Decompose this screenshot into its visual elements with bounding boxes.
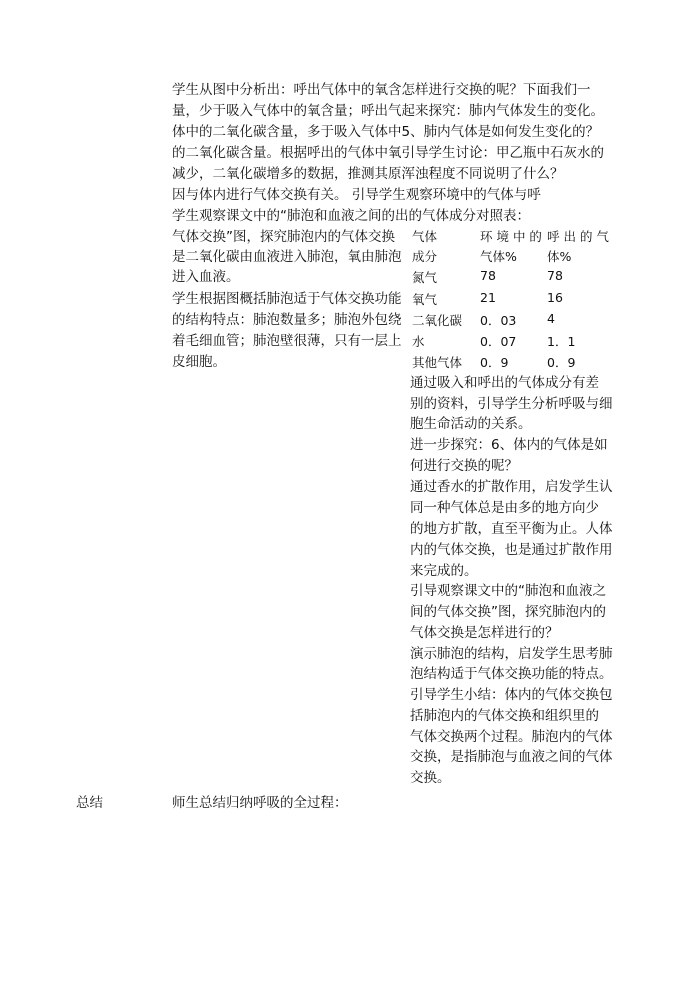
text-line: 皮细胞。 bbox=[172, 354, 226, 370]
summary-label: 总结 bbox=[76, 795, 103, 811]
table-cell: 0．07 bbox=[480, 334, 517, 349]
table-cell: 其他气体 bbox=[412, 355, 463, 370]
text-line: 演示肺泡的结构，启发学生思考肺 bbox=[410, 646, 613, 662]
table-cell: 体% bbox=[547, 249, 572, 264]
summary-text: 师生总结归纳呼吸的全过程： bbox=[172, 795, 348, 811]
text-line: 交换。 bbox=[410, 770, 451, 786]
table-header-row bbox=[412, 227, 622, 247]
text-line: 体中的二氧化碳含量，多于吸入气体中5、肺内气体是如何发生变化的？ bbox=[172, 124, 600, 140]
text-line: 间的气体交换”图，探究肺泡内的 bbox=[410, 604, 606, 620]
table-cell: 4 bbox=[547, 311, 555, 326]
table-row bbox=[412, 268, 622, 288]
table-row bbox=[412, 353, 622, 373]
table-row bbox=[412, 290, 622, 310]
table-cell: 0．03 bbox=[480, 313, 517, 328]
text-line: 进一步探究：6、体内的气体是如 bbox=[410, 437, 608, 453]
table-cell: 氧气 bbox=[412, 292, 438, 307]
table-cell: 21 bbox=[480, 290, 496, 305]
text-line: 着毛细血管；肺泡壁很薄，只有一层上 bbox=[172, 333, 402, 349]
table-cell: 1．1 bbox=[547, 334, 576, 349]
text-line: 的结构特点：肺泡数量多；肺泡外包绕 bbox=[172, 312, 402, 328]
table-cell: 0．9 bbox=[547, 355, 576, 370]
text-line: 气体交换”图，探究肺泡内的气体交换 bbox=[172, 229, 395, 245]
text-line: 因与体内进行气体交换有关。 引导学生观察环境中的气体与呼 bbox=[172, 187, 541, 203]
text-line: 通过吸入和呼出的气体成分有差 bbox=[410, 375, 599, 391]
table-cell: 78 bbox=[480, 268, 496, 283]
table-cell: 环 境 中 的 bbox=[480, 229, 542, 244]
table-header-row bbox=[412, 247, 622, 267]
text-line: 同一种气体总是由多的地方向少 bbox=[410, 500, 599, 516]
text-line: 是二氧化碳由血液进入肺泡，氧由肺泡 bbox=[172, 249, 402, 265]
table-cell: 水 bbox=[412, 334, 425, 349]
text-line: 来完成的。 bbox=[410, 563, 478, 579]
table-row bbox=[412, 332, 622, 352]
text-line: 何进行交换的呢？ bbox=[410, 458, 518, 474]
table-cell: 二氧化碳 bbox=[412, 313, 463, 328]
table-cell: 成分 bbox=[412, 249, 438, 264]
text-line: 减少，二氧化碳增多的数据，推测其原浑浊程度不同说明了什么？ bbox=[172, 166, 564, 182]
text-line: 引导观察课文中的“肺泡和血液之 bbox=[410, 583, 606, 599]
table-row bbox=[412, 311, 622, 331]
table-cell: 0．9 bbox=[480, 355, 509, 370]
text-line: 引导学生小结：体内的气体交换包 bbox=[410, 687, 613, 703]
text-line: 量，少于吸入气体中的氧含量；呼出气起来探究：肺内气体发生的变化。 bbox=[172, 103, 604, 119]
table-cell: 16 bbox=[547, 290, 563, 305]
text-line: 学生从图中分析出：呼出气体中的氧含怎样进行交换的呢？下面我们一 bbox=[172, 82, 591, 98]
table-cell: 氮气 bbox=[412, 270, 438, 285]
table-cell: 气体% bbox=[480, 249, 517, 264]
text-line: 别的资料，引导学生分析呼吸与细 bbox=[410, 396, 613, 412]
text-line: 气体交换两个过程。肺泡内的气体 bbox=[410, 729, 613, 745]
text-line: 胞生命活动的关系。 bbox=[410, 416, 532, 432]
text-line: 内的气体交换，也是通过扩散作用 bbox=[410, 542, 613, 558]
table-cell: 78 bbox=[547, 268, 563, 283]
text-line: 括肺泡内的气体交换和组织里的 bbox=[410, 708, 599, 724]
table-cell: 呼 出 的 气 bbox=[547, 229, 609, 244]
text-line: 泡结构适于气体交换功能的特点。 bbox=[410, 666, 613, 682]
table-cell: 气体 bbox=[412, 229, 438, 244]
text-line: 交换，是指肺泡与血液之间的气体 bbox=[410, 749, 613, 765]
text-line: 通过香水的扩散作用，启发学生认 bbox=[410, 479, 613, 495]
text-line: 的地方扩散，直至平衡为止。人体 bbox=[410, 521, 613, 537]
text-line: 学生根据图概括肺泡适于气体交换功能 bbox=[172, 291, 402, 307]
text-line: 进入血液。 bbox=[172, 269, 240, 285]
text-line: 学生观察课文中的“肺泡和血液之间的出的气体成分对照表： bbox=[172, 208, 530, 224]
text-line: 的二氧化碳含量。根据呼出的气体中氧引导学生讨论：甲乙瓶中石灰水的 bbox=[172, 145, 604, 161]
text-line: 气体交换是怎样进行的？ bbox=[410, 625, 559, 641]
